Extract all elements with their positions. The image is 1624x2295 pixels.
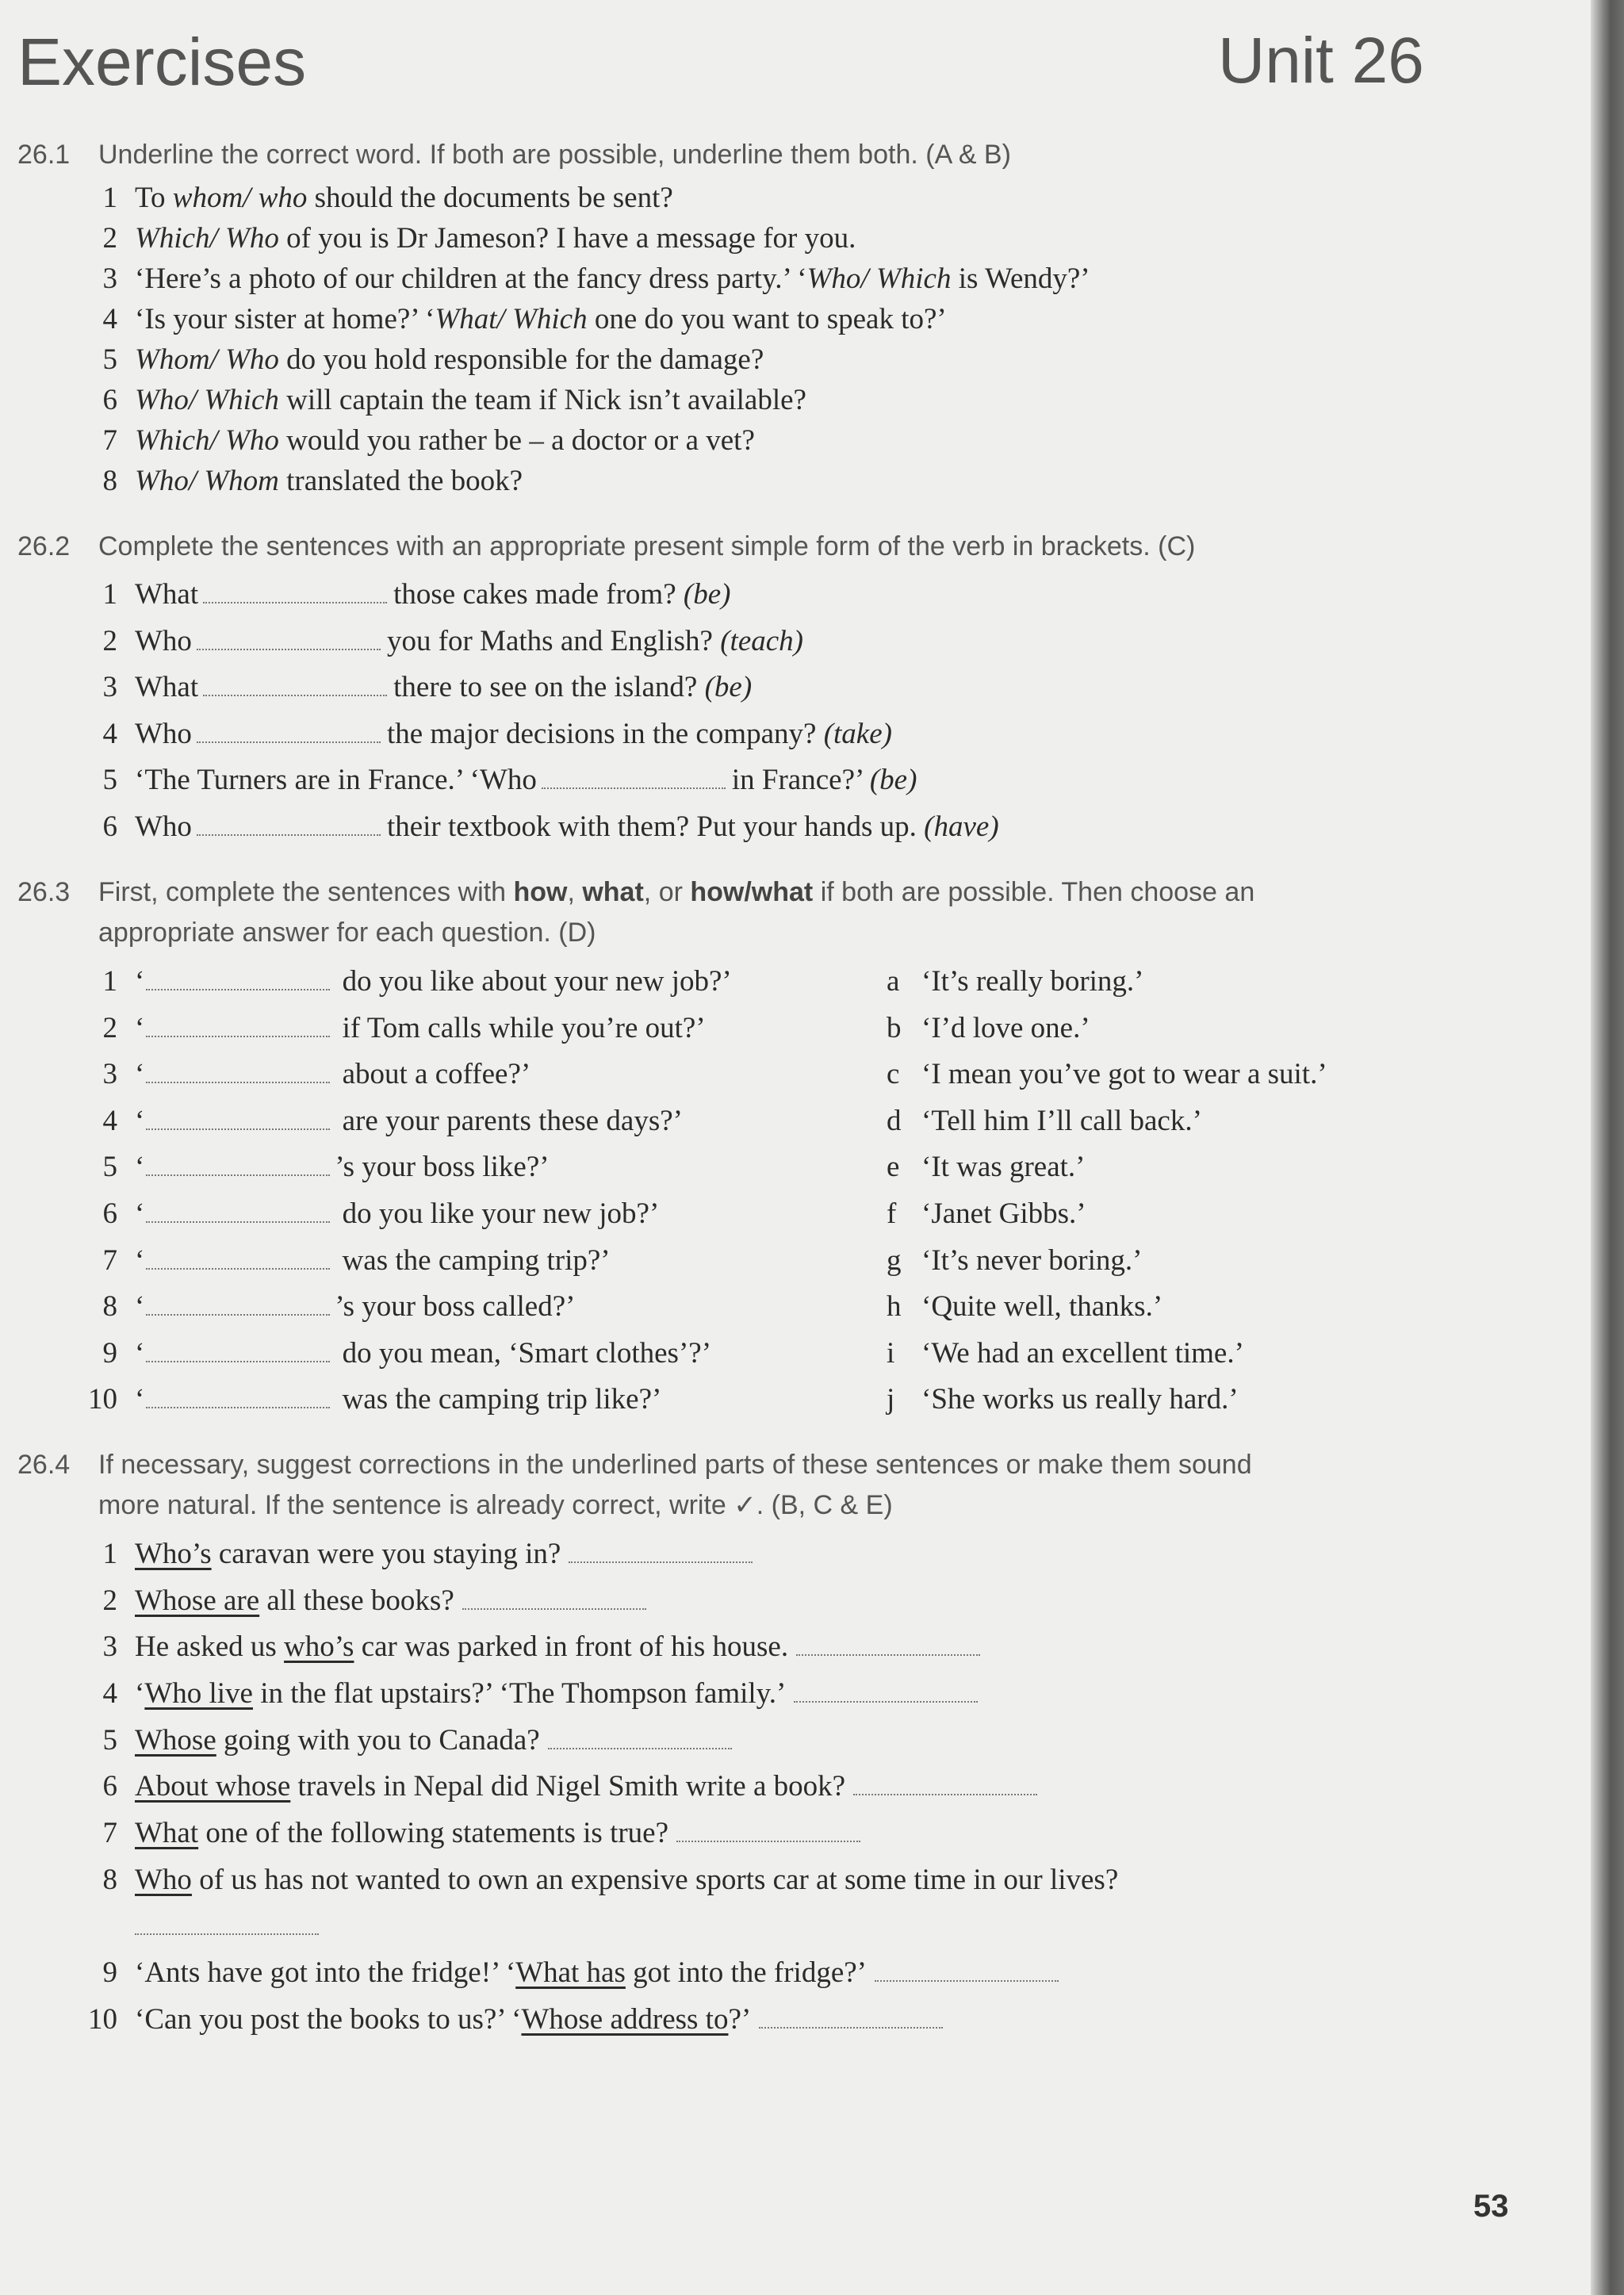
- item-number: 10: [88, 2003, 117, 2036]
- question-item: ‘ ’s your boss called?’: [135, 1290, 576, 1324]
- answer-letter: e: [887, 1151, 900, 1184]
- exercise-number: 26.2: [17, 531, 71, 561]
- question-item: ‘ ’s your boss like?’: [135, 1151, 550, 1184]
- instruction-text: appropriate answer for each question. (D): [98, 918, 596, 948]
- exercise-item: [135, 624, 803, 658]
- item-text: Who: [135, 810, 192, 843]
- answer-blank[interactable]: [197, 814, 381, 836]
- exercise-item: [135, 1584, 646, 1618]
- item-text: Who: [135, 717, 192, 750]
- item-number: 8: [102, 1864, 117, 1896]
- item-number: 4: [102, 1677, 117, 1710]
- underlined-part: What has: [515, 1956, 626, 1989]
- question-text: do you mean, ‘Smart clothes’?’: [335, 1336, 712, 1370]
- answer-text: ‘It’s really boring.’: [921, 965, 1144, 998]
- item-number: 10: [88, 1383, 117, 1416]
- question-item: ‘ was the camping trip like?’: [135, 1383, 662, 1416]
- item-number: 8: [102, 465, 117, 497]
- answer-blank[interactable]: [203, 581, 387, 603]
- item-text: of you is Dr Jameson? I have a message for you.: [278, 222, 856, 255]
- underlined-part: What: [135, 1817, 199, 1849]
- verb-hint: (have): [924, 810, 999, 843]
- verb-hint: (be): [683, 578, 731, 611]
- exercise-item: [135, 1769, 1037, 1803]
- exercise-item: [135, 423, 755, 458]
- exercise-item: [135, 717, 892, 751]
- answer-blank[interactable]: [759, 2006, 943, 2029]
- word-choice[interactable]: Which/ Who: [135, 424, 279, 457]
- item-number: 6: [102, 384, 117, 416]
- exercise-number: 26.4: [17, 1450, 71, 1480]
- answer-blank[interactable]: [197, 721, 381, 743]
- answer-letter: i: [887, 1336, 895, 1370]
- underlined-part: Who: [135, 1864, 192, 1896]
- item-number: 6: [102, 810, 117, 843]
- exercise-instruction: Underline the correct word. If both are possible, underline them both. (A & B): [98, 140, 1011, 170]
- item-number: 3: [102, 1630, 117, 1663]
- answer-text: ‘It’s never boring.’: [921, 1243, 1143, 1277]
- item-text: there to see on the island?: [393, 671, 698, 703]
- exercise-item: [135, 181, 673, 215]
- item-text: He asked us: [135, 1630, 285, 1663]
- word-choice[interactable]: whom/ who: [172, 182, 308, 214]
- answer-blank[interactable]: [676, 1820, 860, 1842]
- answer-text: ‘It was great.’: [921, 1151, 1086, 1184]
- item-text: What: [135, 671, 199, 703]
- answer-text: ‘Quite well, thanks.’: [921, 1290, 1163, 1324]
- verb-hint: (take): [823, 717, 892, 750]
- item-text: should the documents be sent?: [307, 182, 673, 214]
- answer-text: ‘I’d love one.’: [921, 1011, 1090, 1044]
- verb-hint: (be): [704, 671, 753, 703]
- answer-text: ‘She works us really hard.’: [921, 1383, 1239, 1416]
- exercise-item: [135, 1816, 860, 1850]
- question-text: ’s your boss like?’: [335, 1151, 550, 1184]
- item-text: do you hold responsible for the damage?: [278, 343, 764, 376]
- answer-letter: c: [887, 1058, 900, 1091]
- answer-blank[interactable]: [203, 674, 387, 696]
- item-number: 2: [102, 1011, 117, 1044]
- item-number: 2: [102, 624, 117, 657]
- item-number: 6: [102, 1197, 117, 1230]
- item-number: 4: [102, 303, 117, 335]
- answer-blank[interactable]: [135, 1913, 319, 1935]
- exercise-item: [135, 2002, 943, 2036]
- answer-blank[interactable]: [197, 628, 381, 650]
- item-text: those cakes made from?: [393, 578, 676, 611]
- answer-blank[interactable]: [146, 1154, 330, 1176]
- item-text: ‘The Turners are in France.’ ‘Who: [135, 764, 537, 796]
- underlined-part: About whose: [135, 1770, 291, 1803]
- item-text: in France?’: [731, 764, 863, 796]
- item-text: is Wendy?’: [951, 262, 1090, 295]
- answer-letter: a: [887, 965, 900, 998]
- exercise-item: [135, 383, 806, 417]
- exercise-item: [135, 577, 730, 611]
- item-number: 6: [102, 1770, 117, 1803]
- question-text: do you like about your new job?’: [335, 965, 732, 998]
- item-number: 1: [102, 965, 117, 998]
- answer-text: ‘We had an excellent time.’: [921, 1336, 1244, 1370]
- exercise-instruction: [98, 1445, 1407, 1526]
- item-number: 5: [102, 1151, 117, 1184]
- answer-blank[interactable]: [146, 968, 330, 990]
- item-number: 8: [102, 1290, 117, 1324]
- item-text: will captain the team if Nick isn’t available?: [278, 384, 806, 416]
- item-text: ‘Is your sister at home?’ ‘: [135, 303, 435, 335]
- question-text: was the camping trip like?’: [335, 1383, 662, 1416]
- exercise-item: [135, 810, 999, 844]
- question-item: ‘ do you like about your new job?’: [135, 965, 732, 998]
- answer-blank[interactable]: [542, 767, 726, 789]
- question-item: ‘ are your parents these days?’: [135, 1104, 683, 1137]
- exercise-item: [135, 464, 523, 498]
- answer-blank[interactable]: [548, 1727, 732, 1749]
- question-item: ‘ was the camping trip?’: [135, 1243, 611, 1277]
- word-choice[interactable]: Who/ Whom: [135, 465, 279, 497]
- exercise-item-continuation: [135, 1909, 319, 1943]
- item-text: you for Maths and English?: [386, 624, 713, 657]
- underlined-part: Whose: [135, 1724, 216, 1757]
- word-choice[interactable]: Whom/ Who: [135, 343, 279, 376]
- item-text: the major decisions in the company?: [386, 717, 817, 750]
- instruction-text: First, complete the sentences with: [98, 877, 514, 907]
- answer-blank[interactable]: [146, 1108, 330, 1130]
- question-text: do you like your new job?’: [335, 1197, 660, 1230]
- answer-blank[interactable]: [569, 1541, 753, 1563]
- answer-blank[interactable]: [146, 1247, 330, 1270]
- question-text: about a coffee?’: [335, 1058, 531, 1091]
- answer-letter: d: [887, 1104, 902, 1137]
- instruction-text: more natural. If the sentence is already correct, write ✓. (B, C & E): [98, 1490, 893, 1520]
- item-number: 7: [102, 1243, 117, 1277]
- exercise-item: [135, 343, 764, 377]
- item-text: got into the fridge?’: [625, 1956, 868, 1989]
- exercise-item: [135, 1956, 1059, 1990]
- question-text: ’s your boss called?’: [335, 1290, 576, 1324]
- verb-hint: (teach): [720, 624, 804, 657]
- question-text: was the camping trip?’: [335, 1243, 611, 1277]
- item-number: 1: [102, 182, 117, 214]
- answer-text: ‘Janet Gibbs.’: [921, 1197, 1086, 1230]
- item-text: would you rather be – a doctor or a vet?: [278, 424, 755, 457]
- exercise-number: 26.3: [17, 877, 71, 907]
- exercise-item: [135, 1863, 1118, 1897]
- item-number: 3: [102, 671, 117, 703]
- instruction-text: if both are possible. Then choose an: [813, 877, 1255, 907]
- exercise-item: [135, 763, 917, 797]
- item-text: What: [135, 578, 199, 611]
- answer-blank[interactable]: [146, 1340, 330, 1362]
- exercise-item: [135, 1537, 753, 1571]
- book-binding-shadow: [1591, 0, 1624, 2295]
- item-text: caravan were you staying in?: [211, 1538, 561, 1570]
- instruction-text: , or: [643, 877, 691, 907]
- item-number: 1: [102, 1538, 117, 1570]
- item-text: going with you to Canada?: [216, 1724, 540, 1757]
- answer-letter: g: [887, 1243, 902, 1277]
- instruction-text: ,: [567, 877, 583, 907]
- exercise-number: 26.1: [17, 140, 71, 170]
- answer-blank[interactable]: [853, 1773, 1037, 1795]
- verb-hint: (be): [869, 764, 917, 796]
- item-number: 2: [102, 1584, 117, 1617]
- answer-blank[interactable]: [146, 1015, 330, 1037]
- exercise-instruction: [98, 872, 1407, 953]
- answer-letter: f: [887, 1197, 897, 1230]
- underlined-part: Whose are: [135, 1584, 260, 1617]
- question-item: ‘ about a coffee?’: [135, 1058, 531, 1091]
- item-number: 7: [102, 424, 117, 457]
- item-number: 5: [102, 764, 117, 796]
- question-item: ‘ do you mean, ‘Smart clothes’?’: [135, 1336, 712, 1370]
- item-text: their textbook with them? Put your hands up.: [386, 810, 917, 843]
- keyword: how/what: [690, 877, 814, 907]
- underlined-part: who’s: [284, 1630, 354, 1663]
- keyword: how: [513, 877, 568, 907]
- answer-text: ‘Tell him I’ll call back.’: [921, 1104, 1202, 1137]
- exercise-instruction: Complete the sentences with an appropriate present simple form of the verb in brackets. (C): [98, 531, 1196, 561]
- item-number: 5: [102, 343, 117, 376]
- word-choice[interactable]: Who/ Which: [135, 384, 279, 416]
- question-item: ‘ if Tom calls while you’re out?’: [135, 1011, 706, 1044]
- item-text: ‘Here’s a photo of our children at the fancy dress party.’ ‘: [135, 262, 807, 295]
- item-text: of us has not wanted to own an expensive sports car at some time in our lives?: [191, 1864, 1119, 1896]
- item-number: 9: [102, 1336, 117, 1370]
- answer-letter: j: [887, 1383, 895, 1416]
- item-number: 7: [102, 1817, 117, 1849]
- item-text: all these books?: [259, 1584, 454, 1617]
- answer-blank[interactable]: [146, 1386, 330, 1408]
- item-number: 9: [102, 1956, 117, 1989]
- answer-blank[interactable]: [794, 1680, 978, 1703]
- item-text: ‘Ants have got into the fridge!’ ‘: [135, 1956, 516, 1989]
- exercise-item: [135, 262, 1090, 296]
- word-choice[interactable]: Who/ Which: [806, 262, 952, 295]
- exercise-item: [135, 1676, 978, 1711]
- item-text: one of the following statements is true?: [198, 1817, 669, 1849]
- answer-blank[interactable]: [146, 1293, 330, 1316]
- item-number: 4: [102, 1104, 117, 1137]
- item-text: translated the book?: [278, 465, 523, 497]
- exercise-item: [135, 670, 752, 704]
- answer-blank[interactable]: [146, 1061, 330, 1083]
- item-text: ‘Can you post the books to us?’ ‘: [135, 2003, 522, 2036]
- item-number: 2: [102, 222, 117, 255]
- instruction-text: If necessary, suggest corrections in the underlined parts of these sentences or make them sound: [98, 1450, 1252, 1480]
- exercise-item: [135, 221, 856, 255]
- answer-letter: b: [887, 1011, 902, 1044]
- page-title: Exercises: [17, 25, 307, 99]
- answer-blank[interactable]: [146, 1201, 330, 1223]
- item-text: car was parked in front of his house.: [354, 1630, 789, 1663]
- keyword: what: [582, 877, 644, 907]
- question-text: if Tom calls while you’re out?’: [335, 1011, 706, 1044]
- answer-blank[interactable]: [462, 1588, 646, 1610]
- item-text: one do you want to speak to?’: [587, 303, 947, 335]
- item-text: ‘: [135, 1677, 145, 1710]
- page-number: 53: [1473, 2189, 1509, 2224]
- answer-blank[interactable]: [796, 1634, 980, 1656]
- item-number: 1: [102, 578, 117, 611]
- underlined-part: Who live: [144, 1677, 253, 1710]
- item-text: ?’: [728, 2003, 752, 2036]
- exercise-item: [135, 302, 947, 336]
- item-text: To: [135, 182, 173, 214]
- word-choice[interactable]: Which/ Who: [135, 222, 279, 255]
- item-number: 3: [102, 1058, 117, 1091]
- word-choice[interactable]: What/ Which: [435, 303, 588, 335]
- exercise-item: [135, 1630, 980, 1664]
- question-text: are your parents these days?’: [335, 1104, 683, 1137]
- underlined-part: Whose address to: [521, 2003, 729, 2036]
- item-number: 4: [102, 717, 117, 750]
- item-number: 5: [102, 1724, 117, 1757]
- unit-title: Unit 26: [1218, 25, 1424, 97]
- answer-text: ‘I mean you’ve got to wear a suit.’: [921, 1058, 1327, 1091]
- question-item: ‘ do you like your new job?’: [135, 1197, 660, 1230]
- item-text: in the flat upstairs?’ ‘The Thompson family.’: [252, 1677, 787, 1710]
- item-number: 3: [102, 262, 117, 295]
- item-text: travels in Nepal did Nigel Smith write a book?: [290, 1770, 846, 1803]
- exercise-item: [135, 1723, 732, 1757]
- answer-blank[interactable]: [875, 1960, 1059, 1982]
- item-text: Who: [135, 624, 192, 657]
- answer-letter: h: [887, 1290, 902, 1324]
- underlined-part: Who’s: [135, 1538, 212, 1570]
